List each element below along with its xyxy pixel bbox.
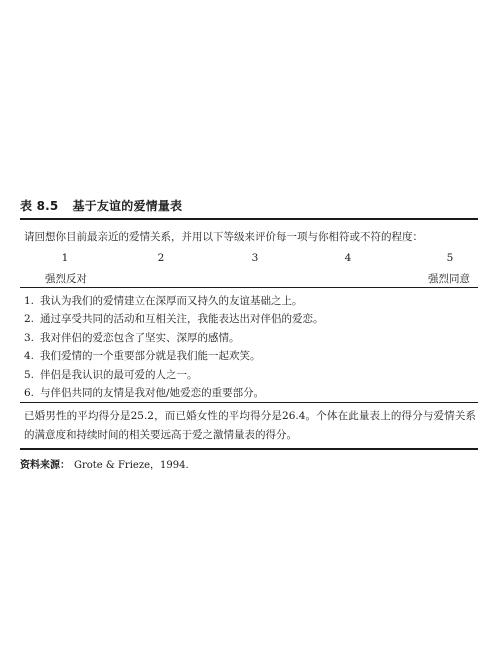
scale-point-1: 1: [61, 252, 69, 264]
list-item: [24, 294, 324, 312]
table-title: [20, 197, 182, 214]
source-label: 资料来源：: [20, 460, 70, 471]
item-index: 2.: [24, 313, 35, 326]
item-index: 6.: [24, 386, 35, 399]
item-text: 我对伴侣的爱恋包含了坚实、深厚的感情。: [40, 331, 240, 344]
table-number: 表 8.5: [20, 199, 59, 213]
item-list: [24, 294, 324, 404]
list-item: [24, 349, 324, 367]
item-index: 3.: [24, 331, 35, 344]
item-text: 伴侣是我认识的最可爱的人之一。: [40, 368, 198, 381]
top-rule: [20, 218, 478, 220]
scale-divider: [20, 287, 478, 288]
list-item: [24, 331, 324, 349]
bottom-rule: [20, 448, 478, 450]
items-divider: [20, 402, 478, 403]
table-note: 已婚男性的平均得分是25.2，而已婚女性的平均得分是26.4。个体在此量表上的得分与爱情关系的满意度和持续时间的相关要远高于爱之激情量表的得分。: [24, 410, 476, 441]
list-item: [24, 368, 324, 386]
source-text: Grote & Frieze，1994.: [74, 460, 189, 471]
source-citation: [20, 456, 189, 471]
item-text: 与伴侣共同的友情是我对他/她爱恋的重要部分。: [40, 386, 265, 399]
item-text: 我认为我们的爱情建立在深厚而又持久的友谊基础之上。: [40, 295, 303, 307]
high-anchor-label: 强烈同意: [428, 273, 470, 285]
item-text: 我们爱情的一个重要部分就是我们能一起欢笑。: [40, 350, 261, 363]
item-text: 通过享受共同的活动和互相关注，我能表达出对伴侣的爱恋。: [40, 313, 324, 326]
list-item: [24, 312, 324, 330]
item-index: 1.: [24, 295, 35, 307]
item-index: 4.: [24, 350, 35, 363]
scale-point-3: 3: [251, 252, 259, 264]
scale-point-2: 2: [157, 252, 165, 264]
instruction-text: 请回想你目前最亲近的爱情关系，并用以下等级来评价每一项与你相符或不符的程度：: [24, 231, 423, 243]
item-index: 5.: [24, 368, 35, 381]
low-anchor-label: 强烈反对: [45, 273, 87, 285]
scale-point-4: 4: [344, 252, 352, 264]
scale-point-5: 5: [446, 252, 454, 264]
table-title-text: 基于友谊的爱情量表: [72, 199, 183, 213]
